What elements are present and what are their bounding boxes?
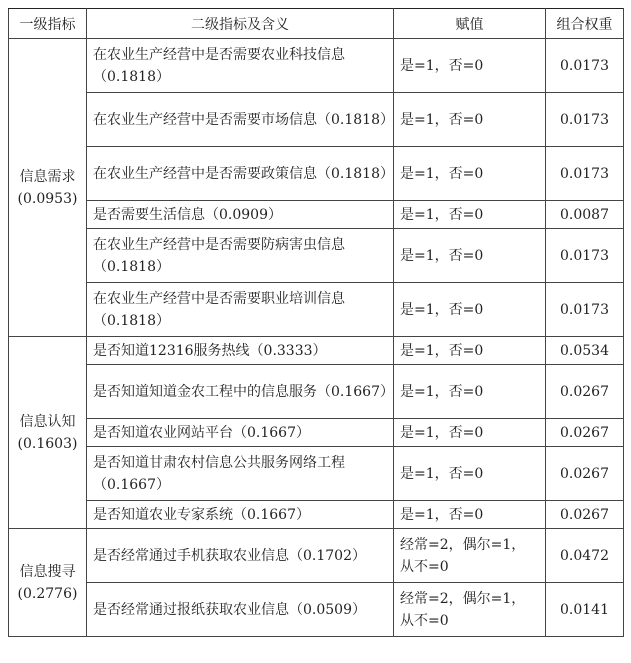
indicator-value: 是=1，否=0: [394, 93, 546, 147]
table-row: [9, 283, 624, 337]
header-value: 赋值: [394, 9, 546, 39]
indicator-weight: 0.0173: [546, 93, 624, 147]
indicator-desc: 在农业生产经营中是否需要职业培训信息（0.1818）: [87, 283, 394, 337]
indicator-weight: 0.0173: [546, 147, 624, 201]
indicator-desc: 在农业生产经营中是否需要防病害虫信息（0.1818）: [87, 229, 394, 283]
indicator-desc: 在农业生产经营中是否需要市场信息（0.1818）: [87, 93, 394, 147]
header-level2: 二级指标及含义: [87, 9, 394, 39]
category-weight: (0.0953): [17, 190, 78, 207]
indicator-desc: 是否知道农业网站平台（0.1667）: [87, 419, 394, 447]
category-name: 信息认知: [19, 413, 76, 430]
indicator-weight: 0.0267: [546, 447, 624, 501]
indicator-weight: 0.0173: [546, 283, 624, 337]
indicator-table: [8, 8, 624, 637]
indicator-desc: 是否知道知道金农工程中的信息服务（0.1667）: [87, 365, 394, 419]
indicator-weight: 0.0173: [546, 229, 624, 283]
table-row: [9, 501, 624, 529]
table-row: [9, 447, 624, 501]
category-cell: [9, 529, 87, 637]
table-row: [9, 419, 624, 447]
table-row: [9, 147, 624, 201]
category-cell: [9, 39, 87, 337]
table-row: [9, 583, 624, 637]
table-row: [9, 229, 624, 283]
indicator-desc: 在农业生产经营中是否需要农业科技信息（0.1818）: [87, 39, 394, 93]
header-level1: 一级指标: [9, 9, 87, 39]
indicator-weight: 0.0141: [546, 583, 624, 637]
indicator-weight: 0.0173: [546, 39, 624, 93]
category-weight: (0.2776): [17, 585, 78, 602]
indicator-value: 是=1，否=0: [394, 147, 546, 201]
table-row: [9, 365, 624, 419]
indicator-value: 是=1，否=0: [394, 283, 546, 337]
indicator-value: 是=1，否=0: [394, 365, 546, 419]
indicator-value: 是=1，否=0: [394, 501, 546, 529]
header-row: [9, 9, 624, 39]
category-name: 信息搜寻: [19, 563, 76, 580]
indicator-weight: 0.0534: [546, 337, 624, 365]
indicator-value: 是=1，否=0: [394, 39, 546, 93]
indicator-weight: 0.0267: [546, 419, 624, 447]
indicator-value: 是=1，否=0: [394, 229, 546, 283]
category-name: 信息需求: [19, 168, 76, 185]
table-row: [9, 201, 624, 229]
indicator-value: 是=1，否=0: [394, 337, 546, 365]
category-cell: [9, 337, 87, 529]
indicator-value: 是=1，否=0: [394, 201, 546, 229]
indicator-desc: 是否经常通过报纸获取农业信息（0.0509）: [87, 583, 394, 637]
indicator-weight: 0.0267: [546, 501, 624, 529]
table-row: [9, 529, 624, 583]
indicator-value: 经常=2，偶尔=1，从不=0: [394, 529, 546, 583]
category-weight: (0.1603): [17, 435, 78, 452]
indicator-desc: 在农业生产经营中是否需要政策信息（0.1818）: [87, 147, 394, 201]
indicator-desc: 是否知道12316服务热线（0.3333）: [87, 337, 394, 365]
table-row: [9, 337, 624, 365]
indicator-weight: 0.0267: [546, 365, 624, 419]
indicator-value: 经常=2，偶尔=1，从不=0: [394, 583, 546, 637]
indicator-value: 是=1，否=0: [394, 419, 546, 447]
header-weight: 组合权重: [546, 9, 624, 39]
table-row: [9, 93, 624, 147]
indicator-weight: 0.0472: [546, 529, 624, 583]
indicator-value: 是=1，否=0: [394, 447, 546, 501]
indicator-desc: 是否经常通过手机获取农业信息（0.1702）: [87, 529, 394, 583]
indicator-desc: 是否需要生活信息（0.0909）: [87, 201, 394, 229]
table-row: [9, 39, 624, 93]
indicator-desc: 是否知道甘肃农村信息公共服务网络工程（0.1667）: [87, 447, 394, 501]
indicator-weight: 0.0087: [546, 201, 624, 229]
indicator-desc: 是否知道农业专家系统（0.1667）: [87, 501, 394, 529]
